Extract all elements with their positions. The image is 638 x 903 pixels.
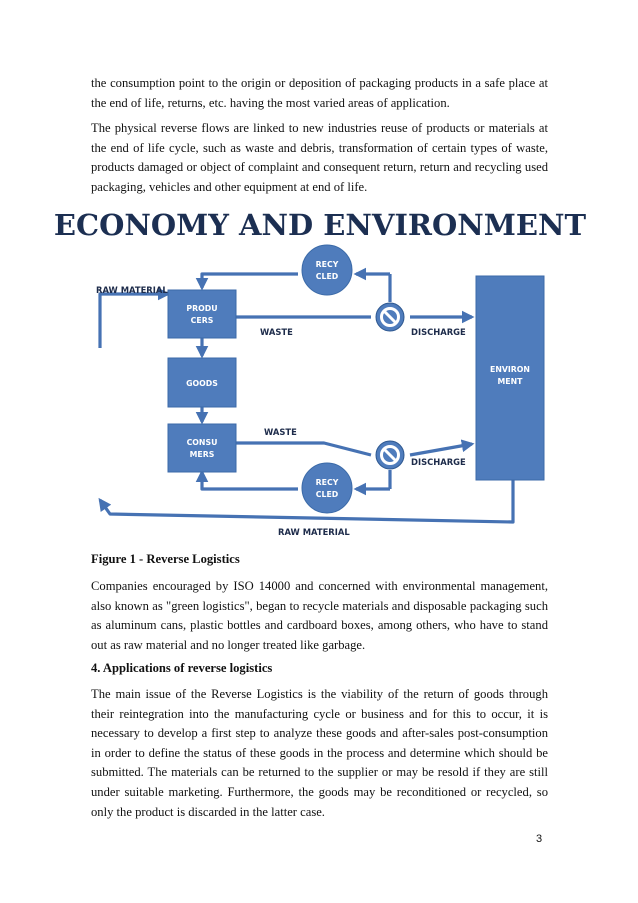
consumers-label-line-2: MERS — [189, 450, 215, 459]
raw-material-bottom-label: RAW MATERIAL — [278, 527, 350, 537]
discharge-bottom-label: DISCHARGE — [411, 457, 466, 467]
figure-caption: Figure 1 - Reverse Logistics — [91, 552, 240, 566]
goods-label: GOODS — [186, 379, 218, 388]
applications-paragraph: The main issue of the Reverse Logistics is the viability of the return of goods through their reintegration into the manufacturing cycle or business and for this to occur, it is necessary to develop a first step to analyze these goods and after-sales post-consumption in order to define the status of these goods in the process and determine which should be submitted. The materials can be returned to the supplier or may be resold if they are still under suitable marketing. Furthermore, the goods may be reconditioned or recycled, so only the product is discarded in the latter case. — [91, 687, 548, 819]
filter-top-icon — [376, 303, 404, 331]
environment-label-line-2: MENT — [497, 377, 523, 386]
page-number: 3 — [536, 833, 543, 845]
recycled-top-label-line-1: RECY — [315, 260, 339, 269]
intro-paragraph: the consumption point to the origin or deposition of packaging products in a safe place at the end of life, returns, etc. having the most varied areas of application. — [91, 76, 548, 110]
consumers-box — [168, 424, 236, 472]
producers-label-line-1: PRODU — [186, 304, 218, 313]
section-heading: 4. Applications of reverse logistics — [91, 661, 273, 675]
discharge-top-label: DISCHARGE — [411, 327, 466, 337]
producers-box — [168, 290, 236, 338]
recycled-bottom-label-line-2: CLED — [315, 490, 339, 499]
consumers-label-line-1: CONSU — [186, 438, 218, 447]
filter-bottom-icon — [376, 441, 404, 469]
recycled-to-consumers-flow — [202, 472, 298, 489]
recycled-to-producers-flow — [202, 274, 298, 288]
physical-flows-paragraph: The physical reverse flows are linked to new industries reuse of products or materials at the end of life cycle, such as waste and debris, transformation of certain types of waste, products damaged or object of complaint and consequent return, return and recycling used packaging, vehicles and other equipment at end of life. — [91, 121, 548, 194]
producers-label-line-2: CERS — [190, 316, 214, 325]
recycled-top-circle — [302, 245, 352, 295]
recycled-bottom-label-line-1: RECY — [315, 478, 339, 487]
waste-bottom-label: WASTE — [264, 427, 297, 437]
consumers-waste-flow — [236, 443, 371, 455]
raw-material-top-label: RAW MATERIAL — [96, 285, 168, 295]
recycled-bottom-circle — [302, 463, 352, 513]
green-logistics-paragraph: Companies encouraged by ISO 14000 and concerned with environmental management, also known as "green logistics", began to recycle materials and disposable packaging such as aluminum cans, plastic bottles and cardboard boxes, among others, who have to stand out as raw material and no longer treated like garbage. — [91, 579, 548, 652]
discharge-bottom-flow — [410, 444, 472, 455]
environment-label-line-1: ENVIRON — [490, 365, 530, 374]
reverse-logistics-diagram — [53, 198, 587, 543]
waste-top-label: WASTE — [260, 327, 293, 337]
diagram-title: ECONOMY AND ENVIRONMENT — [53, 208, 587, 242]
raw-material-top-flow — [100, 294, 168, 348]
recycled-top-label-line-2: CLED — [315, 272, 339, 281]
